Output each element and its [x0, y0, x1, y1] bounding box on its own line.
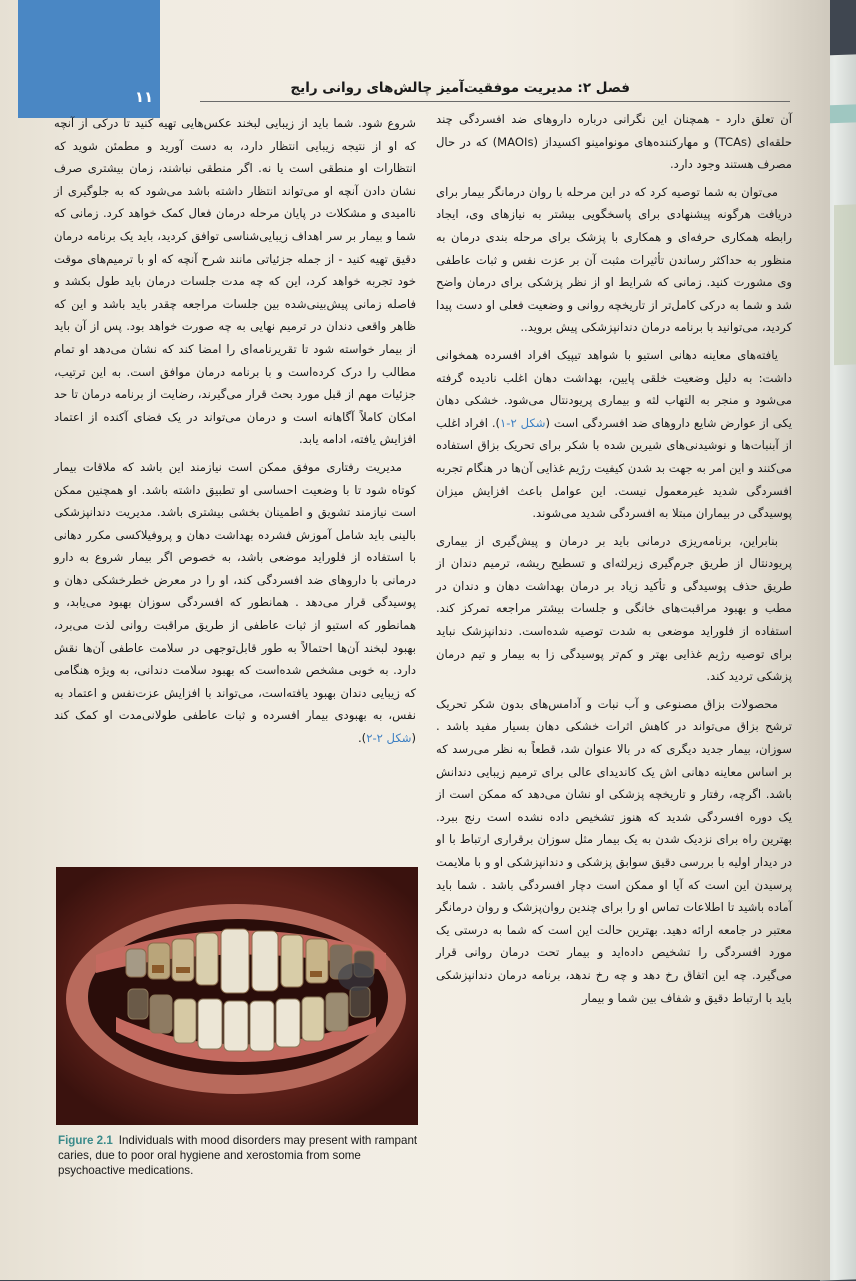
adjacent-page-color-block	[830, 104, 856, 123]
running-head: فصل ۲: مدیریت موفقیت‌آمیز چالش‌های روانی رایج	[290, 80, 630, 96]
paragraph-text: مدیریت رفتاری موفق ممکن است نیازمند این باشد که ملاقات بیمار کوتاه شود تا با وضعیت احساسی او تطبیق داشته باشد. او همچنین ممکن است نیازمند تشویق و اطمینان بخشی بیشتری باشد. مدیریت دندانپزشکی بالینی باید شامل آموزش فشرده بهداشت دهان و پروفیلاکسی مکرر دهانی با استفاده از فلوراید موضعی باشد، به خصوص اگر بیمار شروع به دارو درمانی با داروهای ضد افسردگی کند، او را در معرض خطرخشکی دهان و پوسیدگی قرار می‌دهد . همانطور که افسردگی سوزان بهبود می‌یابد، و همانطور که استیو از ثبات عاطفی از طریق مراقبت روانی لذت می‌برد، بهبود لبخند آن‌ها احتمالاً به طور قابل‌توجهی در سلامت عاطفی آن‌ها نقش دارد. به خوبی مشخص شده‌است که بهبود سلامت دندانی، به ویژه هنگامی که زیبایی دندان بهبود یافته‌است، می‌تواند با افزایش عزت‌نفس و اعتماد به نفس، به بهبودی بیمار افسرده و ثبات عاطفی طولانی‌مدت او کمک کند (	[54, 459, 416, 746]
paragraph-text: ).	[358, 731, 367, 746]
figure-caption-text: Individuals with mood disorders may present with rampant caries, due to poor oral hygiene and xerostomia from some psychoactive medications.	[58, 1134, 418, 1177]
paragraph	[54, 456, 416, 750]
paragraph: شروع شود. شما باید از زیبایی لبخند عکس‌هایی تهیه کنید تا درکی از آنچه که او از نتیجه زیبایی انتظار دارد، به دست آورید و مطمئن شوید که انتظارات او منطقی است یا نه. اگر منطقی نباشند، زمان بیشتری صرف نشان دادن آنچه او می‌تواند انتظار داشته باشد می‌شود که به جلوگیری از ناامیدی و مشکلات در پایان مرحله درمان فعال کمک خواهد کرد. زمانی که شما و بیمار بر سر اهداف زیبایی‌شناسی توافق کردید، باید یک برنامه درمان دقیق تهیه کنید - از جمله جزئیاتی مانند شرح آنچه که او با ترمیم‌های موقت خود تجربه خواهد کرد، این که چه مدت جلسات درمان باید طول بکشد و فاصله زمانی پیش‌بینی‌شده بین جلسات مراجعه چقدر باید باشد و این که ظاهر واقعی دندان در ترمیم نهایی به چه صورت خواهد بود. پس از آن باید از بیمار خواسته شود تا تقریرنامه‌ای را امضا کند که نشان می‌دهد او تمام مطالب را درک کرده‌است و با برنامه درمان موافق است. به این ترتیب، جزئیات مهم از قبل مورد بحث قرار می‌گیرند، رضایت از برنامه درمان تا حد امکان کاملاً آگاهانه است و درمان می‌تواند در یک فضای آکنده از اعتماد افزایش یافته، ادامه یابد.	[54, 116, 416, 447]
page-number: ۱۱	[134, 88, 154, 106]
paragraph: بنابراین، برنامه‌ریزی درمانی باید بر درمان و پیش‌گیری از بیماری پریودنتال از طریق جرم‌گیری زیرلثه‌ای و تسطیح ریشه، ترمیم دندان از طریق حذف پوسیدگی و تأکید زیاد بر درمان بهداشت دهان و دندان در مطب و بهبود مراقبت‌های خانگی و جلسات بیشتر مراجعه تمرکز کند. استفاده از فلوراید موضعی به شدت توصیه شده‌است. دندانپزشک نباید برای توصیه رژیم غذایی بهتر و کم‌تر پوسیدگی زا به بیمار و تیم درمان پزشکی تردید کند.	[436, 533, 792, 684]
figure-caption	[58, 1133, 430, 1178]
paragraph: محصولات بزاق مصنوعی و آب نبات و آدامس‌های بدون شکر تحریک ترشح بزاق می‌تواند در کاهش اثرات خشکی دهان بسیار مفید باشد . سوزان، بیمار جدید دیگری که در بالا عنوان شد، قطعاً به نظر می‌رسد که بر اساس معاینه دهانی اش یک کاندیدای عالی برای ترمیم زیبایی دندانش باشد. اگرچه، رفتار و تاریخچه پزشکی او نشان می‌دهد که ممکن است از یک دوره افسردگی شدید که هنوز تشخیص داده نشده است رنج ببرد. بهترین راه برای نزدیک شدن به یک بیمار مثل سوزان برقراری ارتباط با او در دیدار اولیه با بررسی دقیق سوابق پزشکی و دندانپزشکی او و با ملایمت پرسیدن این است که آیا او ممکن است دچار افسردگی باشد . شما باید آماده باشید تا اطلاعات تماس او را برای چندین روان‌پزشک و روان درمانگر معتبر در جامعه ارائه دهید. بهترین حالت این است که شما به درستی یک مورد افسردگی را تشخیص داده‌اید و بیمار تحت درمان روانی قرار می‌گیرد. چه این اتفاق رخ دهد و چه رخ ندهد، برنامه درمان دندانپزشکی باید با ارتباط دقیق و شفاف بین شما و بیمار	[436, 696, 792, 1005]
paragraph-text: یافته‌های معاینه دهانی استیو با شواهد تیپیک افراد افسرده همخوانی داشت: به دلیل وضعیت خلقی پایین، بهداشت دهان اغلب نادیده گرفته می‌شود و منجر به التهاب لثه و بیماری پریودنتال می‌شود. خشکی دهان یکی از عوارض شایع داروهای ضد افسردگی است (	[436, 347, 792, 430]
figure-reference[interactable]: شکل ۲-۱	[500, 415, 546, 430]
paragraph	[436, 344, 792, 525]
paragraph: آن تعلق دارد - همچنان این نگرانی درباره داروهای ضد افسردگی چند حلقه‌ای (TCAs) و مهارکننده‌های مونوامینو اکسیداز (MAOIs) که در حال مصرف هستند وجود دارد.	[436, 112, 792, 172]
paragraph: می‌توان به شما توصیه کرد که در این مرحله با روان درمانگر بیمار برای دریافت هرگونه پیشنهادی برای پاسخگویی بیشتر به نیازهای وی، ایجاد رابطه همکاری حرفه‌ای و همکاری با پزشک برای مرحله بندی درمان به منظور به حداکثر رساندن تأثیرات مثبت آن بر عزت نفس و ثبات عاطفی وی مشورت کنید. زمانی که شرایط او از نظر پزشکی برای درمان واضح شد و شما به درکی کامل‌تر از تاریخچه روانی و وضعیت فعلی او دست پیدا کردید، می‌توانید با برنامه درمان دندانپزشکی پیش بروید..	[436, 184, 792, 335]
left-column	[54, 112, 416, 755]
figure-photo	[56, 867, 418, 1125]
paragraph-text: ). افراد اغلب از آبنبات‌ها و نوشیدنی‌های شیرین شده با شکر برای تحریک بزاق استفاده می‌کنند و این امر به جهت بد شدن کیفیت رژیم غذایی آن‌ها در هنگام تجربه افسردگی شدید غیرمعمول نیست. این عوامل باعث افزایش میزان پوسیدگی در بیماران مبتلا به افسردگی شدید می‌شوند.	[436, 415, 792, 521]
right-column	[436, 108, 792, 1014]
header-rule	[200, 101, 790, 102]
adjacent-page-text-block	[834, 204, 856, 365]
teeth-photo-illustration	[56, 867, 418, 1125]
figure-reference[interactable]: شکل ۲-۲	[366, 731, 412, 746]
figure-label: Figure 2.1	[58, 1134, 113, 1147]
